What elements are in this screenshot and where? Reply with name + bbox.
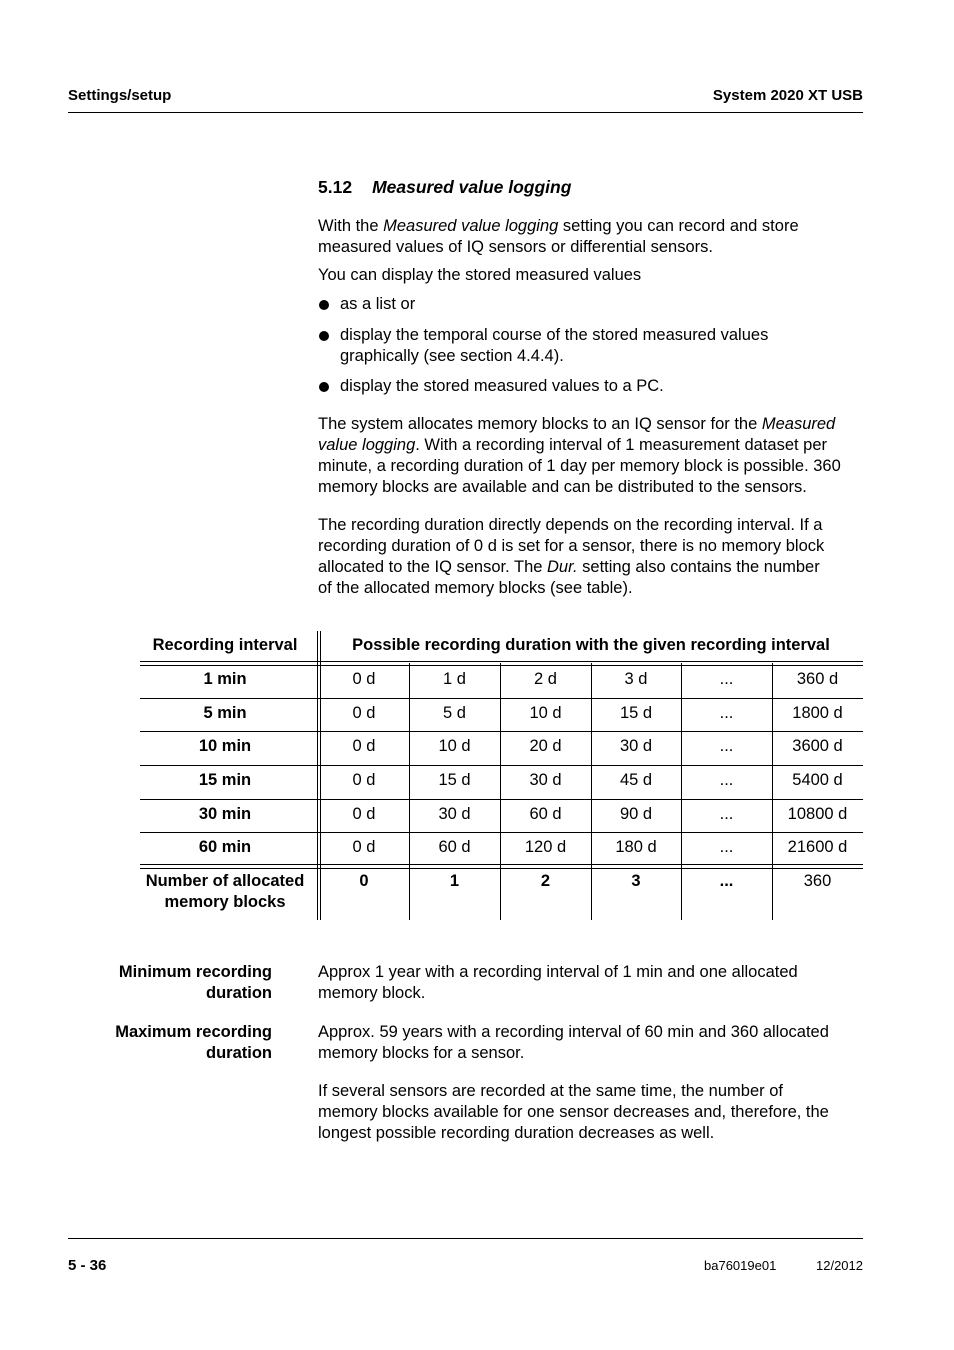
table-row-rule xyxy=(140,832,863,833)
intro-paragraph-2: You can display the stored measured values xyxy=(318,266,642,284)
max-duration-text xyxy=(318,1022,863,1064)
para-emphasis: Dur. xyxy=(547,558,578,576)
table-cell: 120 d xyxy=(524,838,567,856)
table-cell: 5 d xyxy=(443,704,466,722)
intro-text: With the xyxy=(318,217,384,235)
footer-row-label-line2: memory blocks xyxy=(164,893,286,911)
para-text: Approx. 59 years with a recording interval of 60 min and 360 allocated xyxy=(318,1023,829,1041)
bullet-text: as a list or xyxy=(340,295,416,313)
closing-paragraph xyxy=(318,1081,863,1144)
para-text: memory blocks are available and can be distributed to the sensors. xyxy=(318,478,807,496)
row-label: 60 min xyxy=(198,838,252,856)
para-emphasis: Measured xyxy=(761,415,836,433)
bullet-text: display the stored measured values to a PC. xyxy=(340,377,664,395)
para-text: memory block. xyxy=(318,984,426,1002)
table-cell: ... xyxy=(719,805,734,823)
para-text: recording duration of 0 d is set for a sensor, there is no memory block xyxy=(318,537,825,555)
table-cell: 0 d xyxy=(352,838,376,856)
table-cell: 3600 d xyxy=(792,737,843,755)
min-duration-label xyxy=(70,962,272,1004)
max-duration-label xyxy=(70,1022,272,1064)
section-number: 5.12 xyxy=(318,177,353,197)
document-date: 12/2012 xyxy=(816,1258,863,1273)
table-cell: 60 d xyxy=(529,805,562,823)
running-header-left: Settings/setup xyxy=(68,87,172,104)
table-header-rule xyxy=(140,661,863,662)
table-cell: 0 xyxy=(359,872,369,890)
table-cell: 1 xyxy=(449,872,460,890)
min-duration-text xyxy=(318,962,863,1004)
table-cell: ... xyxy=(719,872,734,890)
table-header-rule xyxy=(140,665,863,666)
table-cell: 2 d xyxy=(534,670,557,688)
table-divider xyxy=(317,631,318,920)
para-text: minute, a recording duration of 1 day per memory block is possible. 360 xyxy=(318,457,841,475)
table-cell: 2 xyxy=(540,872,551,890)
table-cell: ... xyxy=(719,838,734,856)
para-text: . With a recording interval of 1 measurement dataset per xyxy=(415,436,828,454)
table-row-rule xyxy=(140,731,863,732)
para-text: of the allocated memory blocks (see table). xyxy=(318,579,633,597)
table-cell: ... xyxy=(719,704,734,722)
table-cell: 0 d xyxy=(352,737,376,755)
table-cell: 3 xyxy=(631,872,641,890)
intro-emphasis: Measured value logging xyxy=(383,217,559,235)
max-duration-label-line1: Maximum recording xyxy=(115,1023,272,1041)
row-label: 5 min xyxy=(203,704,247,722)
table-cell: 10800 d xyxy=(787,805,848,823)
table-cell: 3 d xyxy=(624,670,648,688)
table-cell: 0 d xyxy=(352,704,376,722)
para-text: memory blocks for a sensor. xyxy=(318,1044,525,1062)
intro-text: setting you can record and store xyxy=(558,217,799,235)
table-footer-rule xyxy=(140,868,863,869)
row-label: 1 min xyxy=(203,670,247,688)
table-cell: 180 d xyxy=(615,838,657,856)
para-text: longest possible recording duration decreases as well. xyxy=(318,1124,715,1142)
para-text: allocated to the IQ sensor. The xyxy=(318,558,548,576)
table-cell: 0 d xyxy=(352,670,376,688)
table-cell: 30 d xyxy=(619,737,653,755)
table-cell: 360 xyxy=(803,872,832,890)
table-row-rule xyxy=(140,698,863,699)
bullet-text-line2: graphically (see section 4.4.4). xyxy=(340,347,564,365)
table-row-rule xyxy=(140,765,863,766)
row-label: 15 min xyxy=(198,771,252,789)
para-text: setting also contains the number xyxy=(577,558,820,576)
table-cell: 0 d xyxy=(352,805,376,823)
table-cell: 1 d xyxy=(443,670,466,688)
table-cell: 30 d xyxy=(438,805,471,823)
row-label: 30 min xyxy=(198,805,252,823)
table-cell: 60 d xyxy=(438,838,471,856)
running-header-right: System 2020 XT USB xyxy=(712,87,863,104)
table-cell: 10 d xyxy=(529,704,562,722)
table-header-right: Possible recording duration with the given recording interval xyxy=(352,636,830,654)
table-cell: 90 d xyxy=(619,805,653,823)
table-cell: ... xyxy=(719,670,734,688)
bullet-text: display the temporal course of the stored measured values xyxy=(340,326,769,344)
min-duration-label-line1: Minimum recording xyxy=(118,963,272,981)
section-title: Measured value logging xyxy=(372,177,572,197)
table-cell: 360 d xyxy=(796,670,839,688)
para-text: The system allocates memory blocks to an IQ sensor for the xyxy=(318,415,762,433)
page-number: 5 - 36 xyxy=(68,1257,107,1274)
table-cell: 21600 d xyxy=(787,838,848,856)
document-id: ba76019e01 xyxy=(704,1258,777,1273)
table-cell: 15 d xyxy=(438,771,471,789)
table-cell: 10 d xyxy=(438,737,471,755)
table-row-rule xyxy=(140,799,863,800)
intro-text-line2: measured values of IQ sensors or differential sensors. xyxy=(318,238,713,256)
para-text: memory blocks available for one sensor decreases and, therefore, the xyxy=(318,1103,829,1121)
table-cell: 5400 d xyxy=(792,771,843,789)
para-text: Approx 1 year with a recording interval of 1 min and one allocated xyxy=(318,963,798,981)
min-duration-label-line2: duration xyxy=(206,984,272,1002)
table-header-left: Recording interval xyxy=(152,636,298,654)
table-cell: 15 d xyxy=(619,704,653,722)
row-label: 10 min xyxy=(198,737,252,755)
table-cell: ... xyxy=(719,771,734,789)
table-cell: ... xyxy=(719,737,734,755)
table-cell: 45 d xyxy=(619,771,653,789)
table-cell: 20 d xyxy=(529,737,562,755)
para-text: If several sensors are recorded at the same time, the number of xyxy=(318,1082,783,1100)
table-cell: 30 d xyxy=(529,771,562,789)
table-cell: 1800 d xyxy=(792,704,843,722)
para-emphasis: value logging xyxy=(318,436,416,454)
table-footer-rule xyxy=(140,864,863,865)
table-cell: 0 d xyxy=(352,771,376,789)
footer-rule xyxy=(68,1238,863,1239)
footer-row-label-line1: Number of allocated xyxy=(145,872,305,890)
para-text: The recording duration directly depends on the recording interval. If a xyxy=(318,516,823,534)
footer-row-label xyxy=(135,871,315,913)
max-duration-label-line2: duration xyxy=(206,1044,272,1062)
